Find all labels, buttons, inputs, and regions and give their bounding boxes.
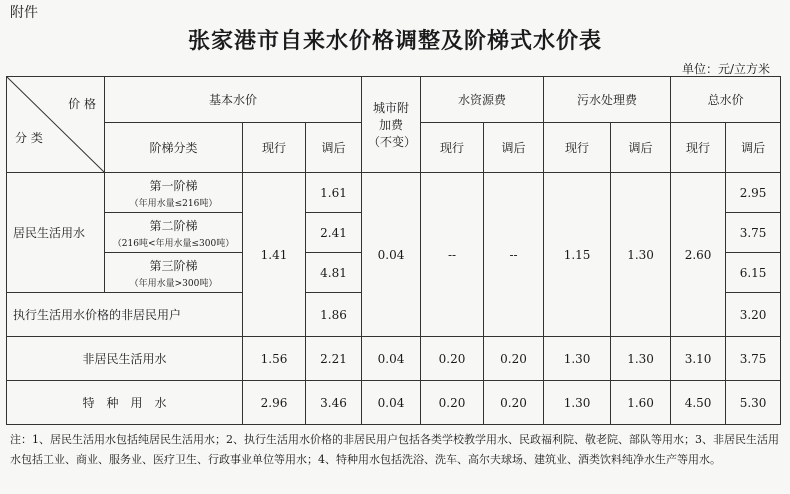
residential-total-current: 2.60: [671, 173, 726, 337]
tier-cell: [105, 173, 243, 213]
tier-adjusted: 4.81: [306, 253, 362, 293]
cell-city-surcharge: 0.04: [362, 337, 421, 381]
header-current: 现行: [671, 123, 726, 173]
residential-sewage-current: 1.15: [544, 173, 611, 337]
table-row: [7, 337, 781, 381]
residential-water-resource-current: --: [421, 173, 484, 337]
header-tier-category: 阶梯分类: [105, 123, 243, 173]
cell-sewage-current: 1.30: [544, 337, 611, 381]
cell-water-resource-current: 0.20: [421, 381, 484, 425]
header-basic-price: 基本水价: [105, 77, 362, 123]
tier-total: 6.15: [726, 253, 781, 293]
tier-name: 第一阶梯: [149, 178, 198, 193]
cell-total-current: 4.50: [671, 381, 726, 425]
header-current: 现行: [544, 123, 611, 173]
cell-basic-current: 1.56: [243, 337, 306, 381]
water-price-table: [6, 76, 781, 425]
tier-adjusted: 1.61: [306, 173, 362, 213]
unit-label: 单位：元/立方米: [681, 62, 770, 76]
page-title: 张家港市自来水价格调整及阶梯式水价表: [187, 28, 602, 54]
header-adjusted: 调后: [306, 123, 362, 173]
nonresident-adjusted: 1.86: [306, 293, 362, 337]
footnote: 注：1、居民生活用水包括纯居民生活用水；2、执行生活用水价格的非居民用户包括各类学校教学用水、民政福利院、敬老院、部队等用水；3、非居民生活用水包括工业、商业、服务业、医疗卫生、行政事业单位等用水；4、特种用水包括洗浴、洗车、高尔夫球场、建筑业、酒类饮料纯净水生产等用水。: [10, 433, 779, 466]
tier-range: （年用水量≤216吨）: [129, 198, 218, 209]
table-row: [7, 381, 781, 425]
residential-sewage-adjusted: 1.30: [611, 173, 671, 337]
cell-total-current: 3.10: [671, 337, 726, 381]
cell-sewage-current: 1.30: [544, 381, 611, 425]
header-adjusted: 调后: [726, 123, 781, 173]
header-water-resource-fee: 水资源费: [421, 77, 544, 123]
attachment-label: 附件: [10, 5, 38, 21]
table-row: [7, 173, 781, 213]
cell-basic-adjusted: 3.46: [306, 381, 362, 425]
header-sewage-fee: 污水处理费: [544, 77, 671, 123]
diag-price-label: 价 格: [68, 97, 96, 111]
diagonal-header-cell: [7, 77, 105, 173]
cell-water-resource-current: 0.20: [421, 337, 484, 381]
diag-category-label: 分 类: [15, 131, 43, 145]
cell-total-adjusted: 3.75: [726, 337, 781, 381]
header-adjusted: 调后: [484, 123, 544, 173]
cell-water-resource-adjusted: 0.20: [484, 381, 544, 425]
header-total-price: 总水价: [671, 77, 781, 123]
row-label-nonresident-residential-price: 执行生活用水价格的非居民用户: [7, 293, 243, 337]
tier-name: 第三阶梯: [149, 258, 198, 273]
cell-basic-adjusted: 2.21: [306, 337, 362, 381]
tier-cell: [105, 253, 243, 293]
nonresident-total: 3.20: [726, 293, 781, 337]
row-label-special: 特 种 用 水: [7, 381, 243, 425]
row-label-non-residential: 非居民生活用水: [7, 337, 243, 381]
cell-basic-current: 2.96: [243, 381, 306, 425]
row-label-residential: 居民生活用水: [7, 173, 105, 293]
header-current: 现行: [421, 123, 484, 173]
tier-total: 2.95: [726, 173, 781, 213]
header-current: 现行: [243, 123, 306, 173]
tier-adjusted: 2.41: [306, 213, 362, 253]
cell-sewage-adjusted: 1.60: [611, 381, 671, 425]
residential-water-resource-adjusted: --: [484, 173, 544, 337]
cell-city-surcharge: 0.04: [362, 381, 421, 425]
residential-city-surcharge: 0.04: [362, 173, 421, 337]
tier-range: （年用水量>300吨）: [129, 278, 218, 289]
residential-basic-current: 1.41: [243, 173, 306, 337]
header-city-surcharge: 城市附加费（不变）: [362, 77, 421, 173]
cell-water-resource-adjusted: 0.20: [484, 337, 544, 381]
tier-total: 3.75: [726, 213, 781, 253]
tier-range: （216吨<年用水量≤300吨）: [112, 238, 235, 249]
tier-cell: [105, 213, 243, 253]
cell-total-adjusted: 5.30: [726, 381, 781, 425]
header-adjusted: 调后: [611, 123, 671, 173]
cell-sewage-adjusted: 1.30: [611, 337, 671, 381]
tier-name: 第二阶梯: [149, 218, 198, 233]
